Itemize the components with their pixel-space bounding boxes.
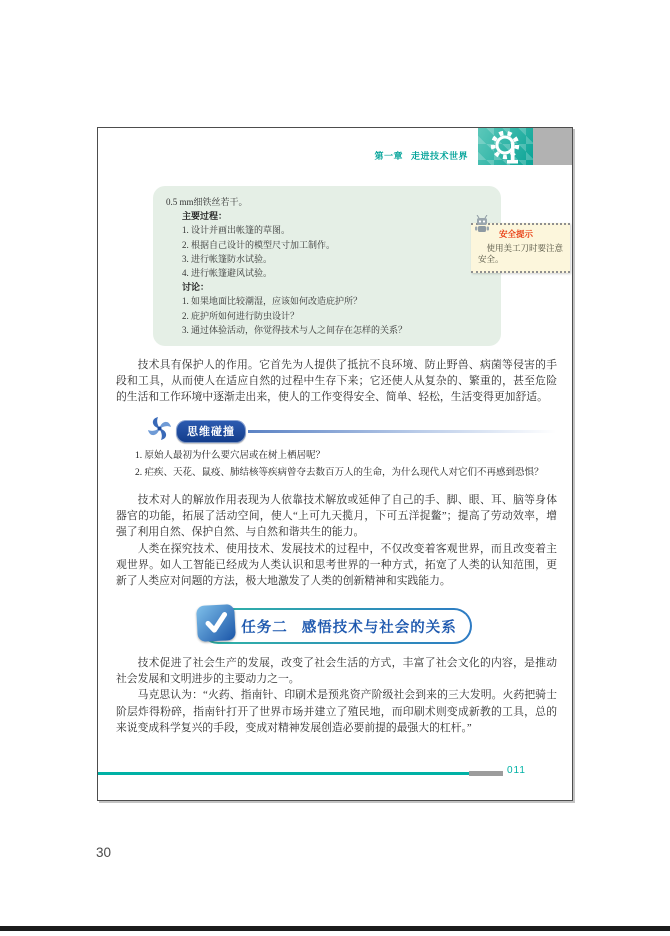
footer-rule-gray (469, 771, 503, 776)
bottom-bar (0, 926, 670, 931)
task-title: 感悟技术与社会的关系 (301, 619, 457, 636)
body-paragraphs (116, 655, 557, 736)
safety-tip-title: 安全提示 (499, 229, 534, 239)
task-label: 任务二 (241, 619, 288, 636)
discussion-item: 3. 通过体验活动，你觉得技术与人之间存在怎样的关系？ (182, 324, 408, 335)
header-teal-block (478, 128, 533, 165)
header-gray-block (533, 128, 572, 165)
task-banner (200, 608, 472, 644)
thinking-divider (248, 430, 556, 433)
chapter-title: 走进技术世界 (410, 151, 468, 161)
body-paragraphs (116, 357, 557, 406)
chapter-label: 第一章 (374, 151, 403, 161)
book-page-number: 011 (507, 765, 526, 776)
discussion-item: 2. 庇护所如何进行防虫设计？ (182, 310, 300, 321)
thinking-label: 思维碰撞 (176, 420, 246, 443)
activity-box (153, 186, 501, 346)
checkmark-icon (196, 604, 236, 642)
process-step: 3. 进行帐篷防水试验。 (182, 253, 273, 264)
thinking-question: 1. 原始人最初为什么要穴居或在树上栖居呢？ (135, 451, 326, 461)
discussion-heading: 讨论： (182, 282, 210, 293)
book-page (97, 127, 573, 801)
discussion-item: 1. 如果地面比较潮湿，应该如何改造庇护所？ (182, 296, 363, 307)
task-banner-text (202, 610, 470, 642)
scan-page-number: 30 (96, 845, 112, 860)
chapter-heading (374, 149, 468, 162)
paragraph: 技术具有保护人的作用。它首先为人提供了抵抗不良环境、防止野兽、病菌等侵害的手段和工具，从而使人在适应自然的过程中生存下来；它还使人从复杂的、繁重的，甚至危险的生活和工作环境中逐渐走出来，使人的工作变得安全、简单、轻松，生活变得更加舒适。 (116, 359, 557, 404)
body-paragraphs (116, 492, 557, 589)
robot-icon (474, 215, 491, 238)
footer-rule-teal (98, 772, 469, 775)
process-step: 1. 设计并画出帐篷的草图。 (182, 225, 291, 236)
process-step: 4. 进行帐篷避风试验。 (182, 268, 273, 279)
process-heading: 主要过程： (182, 211, 228, 222)
pinwheel-icon (146, 415, 173, 447)
safety-tip-body: 使用美工刀时要注意安全。 (478, 242, 564, 264)
safety-tip (471, 223, 570, 273)
paragraph: 技术对人的解放作用表现为人依靠技术解放或延伸了自己的手、脚、眼、耳、脑等身体器官的功能，拓展了活动空间，使人“上可九天揽月，下可五洋捉鳖”；提高了劳动效率，增强了利用自然、保护自然、与自然和谐共生的能力。 (116, 494, 557, 539)
activity-intro: 0.5 mm细铁丝若干。 (166, 197, 248, 207)
thinking-section (146, 418, 556, 444)
thinking-questions (116, 448, 557, 482)
process-step: 2. 根据自己设计的模型尺寸加工制作。 (182, 239, 336, 250)
paragraph: 技术促进了社会生产的发展，改变了社会生活的方式，丰富了社会文化的内容，是推动社会发展和文明进步的主要动力之一。 (116, 657, 557, 686)
paragraph: 马克思认为：“火药、指南针、印刷术是预兆资产阶级社会到来的三大发明。火药把骑士阶层炸得粉碎，指南针打开了世界市场并建立了殖民地，而印刷术则变成新教的工具，总的来说变成科学复兴的手段，变成对精神发展创造必要前提的最强大的杠杆。” (116, 689, 557, 734)
thinking-question: 2. 疟疾、天花、鼠疫、肺结核等疾病曾夺去数百万人的生命，为什么现代人对它们不再感到恐惧？ (135, 468, 544, 478)
paragraph: 人类在探究技术、使用技术、发展技术的过程中，不仅改变着客观世界，而且改变着主观世界。如人工智能已经成为人类认识和思考世界的一种方式，拓宽了人类的认知范围，更新了人类应对问题的方法，极大地激发了人类的创新精神和实践能力。 (116, 542, 557, 588)
